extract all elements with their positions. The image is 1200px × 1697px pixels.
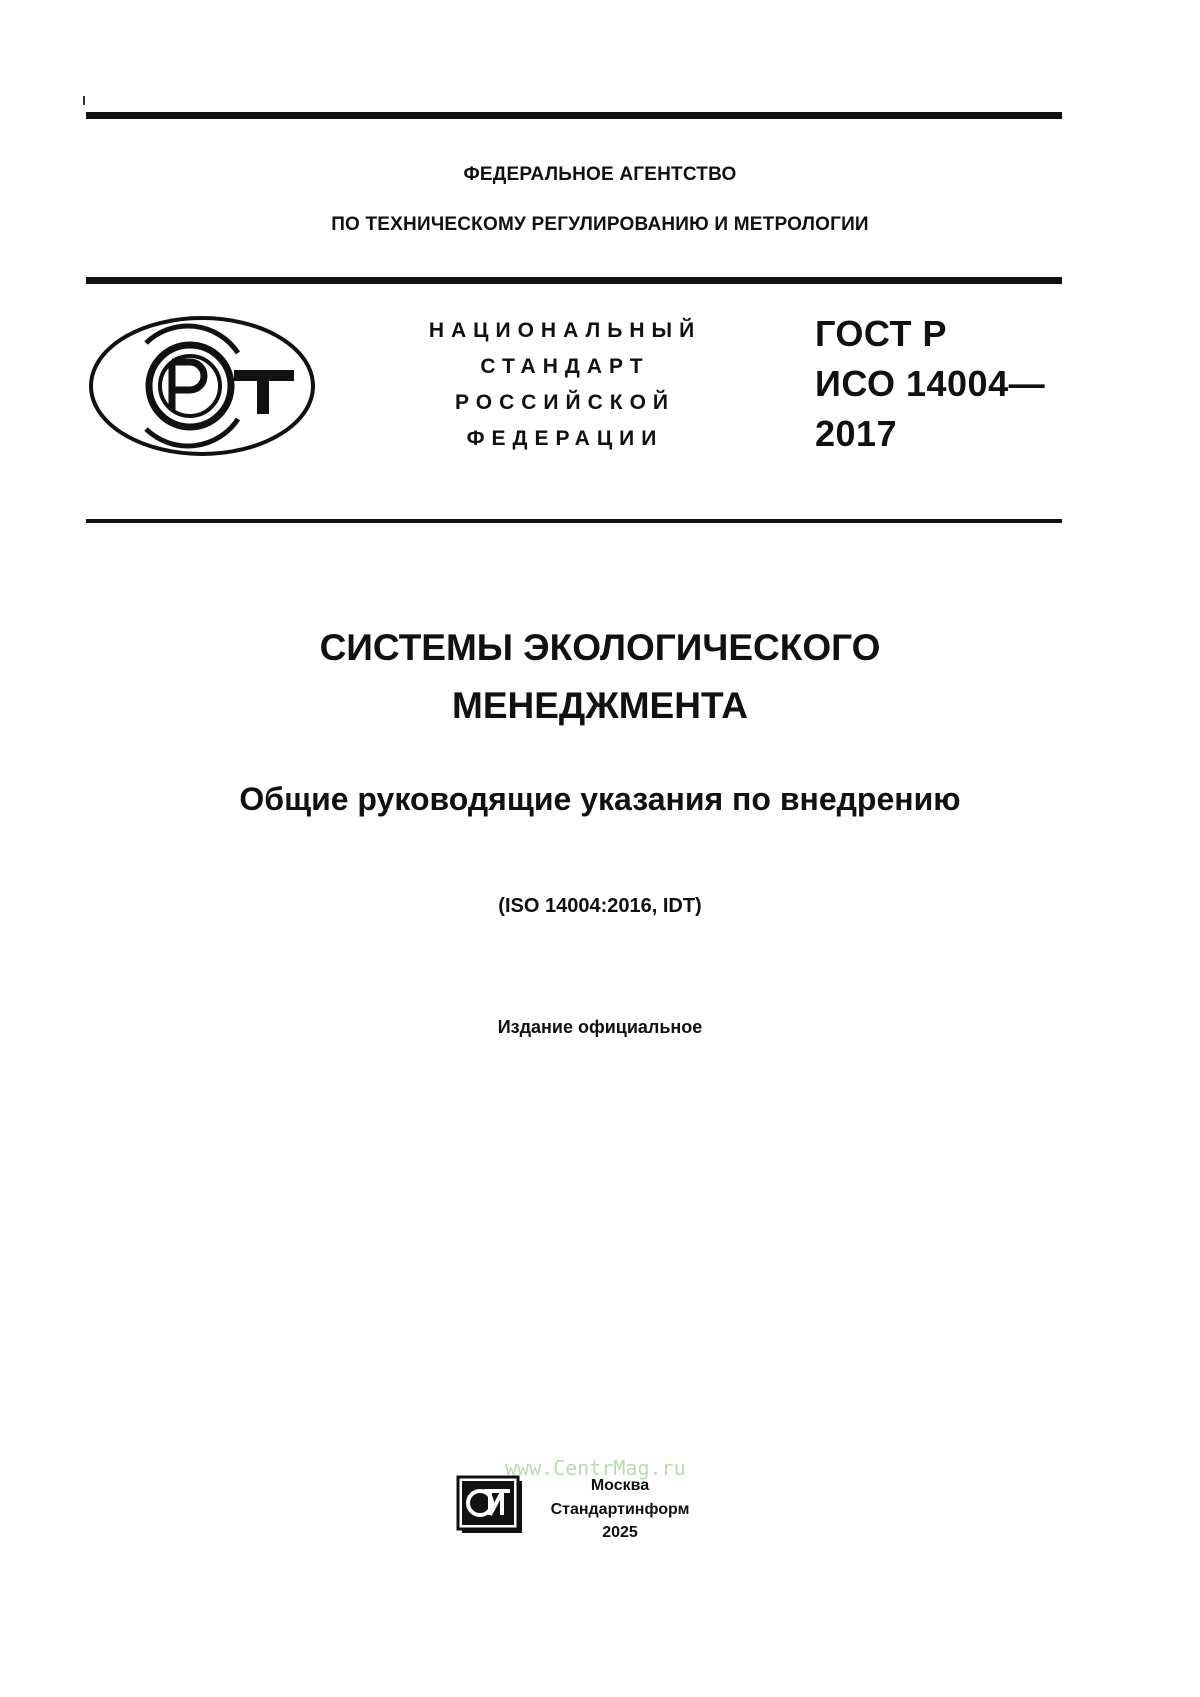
standard-designation-line-2: ИСО 14004—: [815, 363, 1046, 404]
publisher-city: Москва: [590, 1477, 650, 1494]
agency-name-line-2: ПО ТЕХНИЧЕСКОМУ РЕГУЛИРОВАНИЮ И МЕТРОЛОГИИ: [331, 214, 869, 235]
standartinform-logo-icon: [456, 1473, 526, 1535]
document-title-line-1: СИСТЕМЫ ЭКОЛОГИЧЕСКОГО: [319, 627, 881, 668]
publication-year: 2025: [602, 1524, 638, 1541]
standard-designation-line-3: 2017: [815, 413, 898, 454]
standard-designation: [815, 309, 1045, 459]
standard-designation-line-1: ГОСТ Р: [815, 313, 948, 354]
top-rule: [86, 112, 1062, 119]
document-subtitle: Общие руководящие указания по внедрению: [239, 781, 961, 817]
watermark: www.CentrMag.ru: [505, 1456, 686, 1480]
standard-block-rule: [86, 519, 1062, 523]
document-title-line-2: МЕНЕДЖМЕНТА: [452, 685, 748, 726]
header-rule: [86, 277, 1062, 284]
iso-reference: (ISO 14004:2016, IDT): [498, 895, 702, 917]
national-standard-line-3: РОССИЙСКОЙ: [455, 391, 675, 414]
national-standard-line-4: ФЕДЕРАЦИИ: [466, 427, 664, 450]
publisher-name: Стандартинформ: [550, 1501, 690, 1518]
rst-logo-icon: [86, 312, 318, 460]
agency-name-line-1: ФЕДЕРАЛЬНОЕ АГЕНТСТВО: [463, 164, 737, 185]
scan-mark: [83, 96, 85, 105]
edition-label: Издание официальное: [497, 1017, 703, 1037]
national-standard-line-2: СТАНДАРТ: [480, 355, 650, 378]
national-standard-line-1: НАЦИОНАЛЬНЫЙ: [428, 319, 702, 342]
